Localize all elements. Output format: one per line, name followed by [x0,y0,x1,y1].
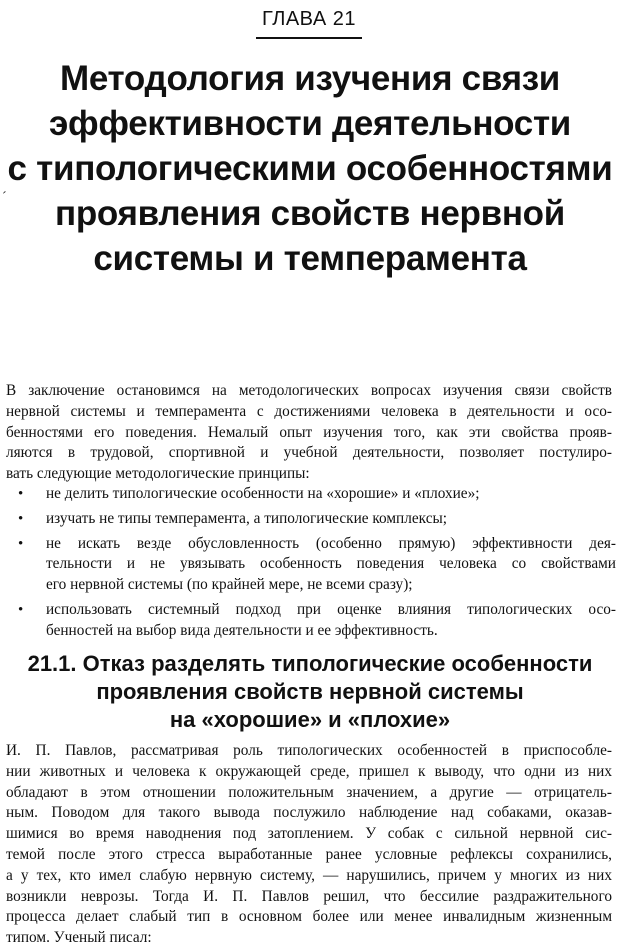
text-line: процесса делает слабый тип в основном более или менее инвалидным жизненным [6,908,612,926]
scan-mark: ´ [2,190,7,205]
section-heading-line: на «хорошие» и «плохие» [169,707,451,732]
text-line: а у тех, кто имел слабую нервную систему, — нарушились, причем у многих из них [6,866,612,884]
title-line: проявления свойств нервной [55,194,565,233]
body-paragraph [6,741,612,949]
section-heading-line: проявления свойств нервной системы [96,679,524,704]
text-line: нии животных и человека к окружающей среде, пришел к выводу, что одни из них [6,762,612,780]
text-line: нервной системы и темперамента с достижениями человека в деятельности и осо- [6,402,612,420]
text-line: тельности и не увязывать особенность поведения человека со свойствами [46,555,616,573]
list-item [16,484,616,505]
title-line: эффективности деятельности [48,104,572,143]
text-line: темой после этого стресса выработанные ранее условные рефлексы сохранились, [6,845,612,863]
title-line: системы и темперамента [93,239,527,278]
bullet-icon: • [18,510,24,527]
title-line: Методология изучения связи [59,59,561,98]
text-line: использовать системный подход при оценке влияния типологических осо- [46,600,616,618]
text-line: обладают в этом отношении положительным значением, а другие — отрицатель- [6,783,612,801]
list-item [16,600,616,642]
text-line: ным. Поводом для такого вывода послужило наблюдение над собаками, оказав- [6,804,612,822]
title-line: с типологическими особенностями [7,149,613,188]
text-line: ляются в трудовой, спортивной и учебной деятельности, позволяет постулиро- [6,444,612,462]
list-item [16,534,616,596]
section-heading [0,650,620,734]
text-line: возникли неврозы. Тогда И. П. Павлов решил, что бессилие раздражительного [6,887,612,905]
text-line: бенностями его поведения. Немалый опыт изучения того, как эти свойства прояв- [6,423,612,441]
text-line: бенностей на выбор вида деятельности и ее эффективность. [46,621,438,639]
bullet-icon: • [18,535,24,552]
text-line: вать следующие методологические принципы: [6,465,310,483]
text-line: его нервной системы (по крайней мере, не всеми сразу); [46,576,413,594]
intro-paragraph [6,381,612,485]
principles-list [16,484,616,646]
list-item [16,509,616,530]
text-line: не искать везде обусловленность (особенно прямую) эффективности дея- [46,534,616,552]
text-line: В заключение остановимся на методологических вопросах изучения связи свойств [6,382,612,399]
text-line: И. П. Павлов, рассматривая роль типологических особенностей в приспособле- [6,742,612,759]
chapter-label: ГЛАВА 21 [262,8,356,30]
chapter-underline [256,37,362,39]
text-line: типом. Ученый писал: [6,929,152,947]
chapter-title [0,56,620,281]
text-line: не делить типологические особенности на «хорошие» и «плохие»; [46,485,480,502]
section-heading-line: 21.1. Отказ разделять типологические особенности [27,651,593,676]
bullet-icon: • [18,601,24,618]
bullet-icon: • [18,486,24,502]
text-line: шимися во время наводнения под затоплением. У собак с сильной нервной сис- [6,825,612,843]
text-line: изучать не типы темперамента, а типологические комплексы; [46,509,448,527]
